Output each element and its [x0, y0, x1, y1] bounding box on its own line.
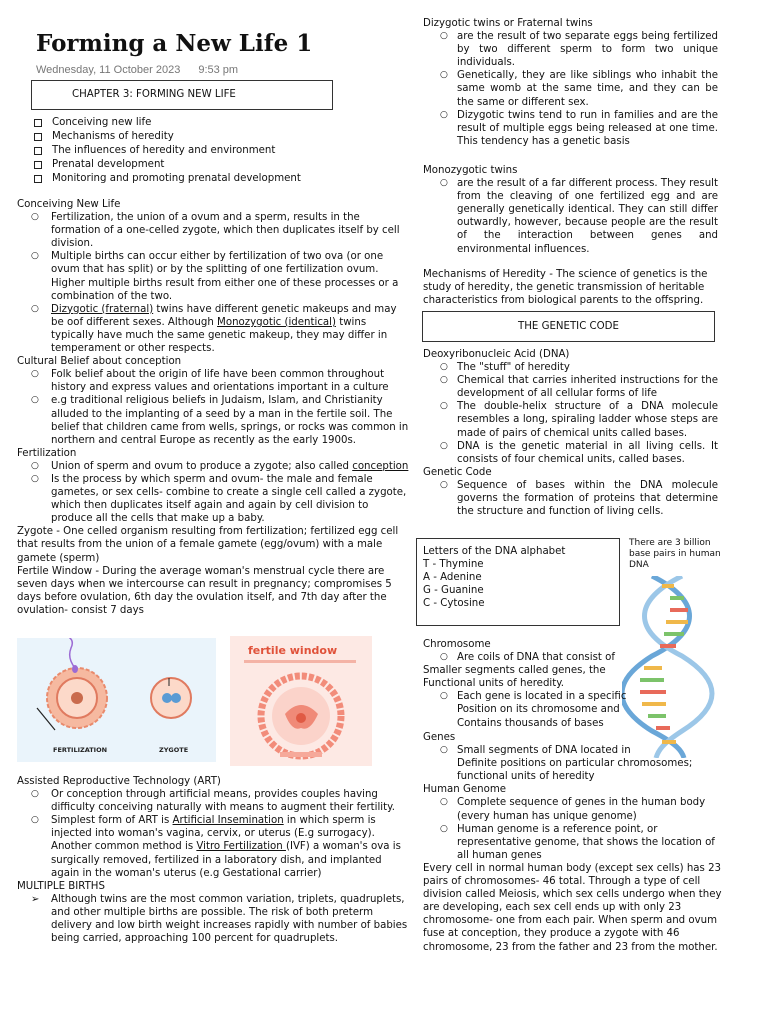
chromosome-section	[423, 638, 633, 730]
fertilization-label: FERTILIZATION	[53, 746, 108, 754]
dizygotic-section	[423, 17, 718, 148]
bullet: ○ Dizygotic twins tend to run in families and are the result of multiple eggs being released at one time. This tendency has a genetic basis	[423, 109, 718, 148]
genes-section	[423, 731, 723, 954]
checklist-item[interactable]: Prenatal development	[34, 158, 301, 172]
checklist-item[interactable]: The influences of heredity and environment	[34, 144, 301, 158]
checkbox-icon[interactable]	[34, 119, 42, 127]
bullet: ○ Or conception through artificial means, provides couples having difficulty conceiving naturally with means to augment their fertility.	[17, 788, 409, 814]
section-heading: Cultural Belief about conception	[17, 356, 182, 368]
text-line: Contains thousands of bases	[457, 717, 604, 729]
bullet: ○ Fertilization, the union of a ovum and a sperm, results in the formation of a one-celled zygote, which then duplicates itself by cell division.	[17, 211, 409, 250]
bullet: ○ Genetically, they are like siblings who inhabit the same womb at the same time, and they can be the same or different sex.	[423, 69, 718, 108]
fertile-window-title: fertile window	[248, 644, 338, 657]
text-line: Definite positions on particular chromosomes;	[457, 758, 693, 770]
fertilization-image	[17, 638, 216, 762]
bullet: ○ e.g traditional religious beliefs in Judaism, Islam, and Christianity alluded to the implanting of a seed by a man in the fertile soil. The belief that children came from wells, springs, or rocks was common in northern and central Europe as recently as the early 1900s.	[17, 394, 409, 446]
section-heading: Genes	[423, 732, 456, 743]
bullet: ○ Complete sequence of genes in the human body (every human has unique genome)	[423, 796, 723, 822]
fertilization-illustration	[17, 638, 216, 762]
checklist-item[interactable]: Conceiving new life	[34, 116, 301, 130]
art-section	[17, 775, 409, 945]
page-timestamp	[36, 64, 238, 77]
bullet: ○ Small segments of DNA located in	[423, 744, 723, 757]
bullet: ○ Are coils of DNA that consist of	[423, 651, 633, 664]
bullet: ○ are the result of a far different process. They result from the cleaving of one fertilized egg and are generally genetically identical. They can still differ outwardly, however, because people are the result of the interaction between genes and environmental influences.	[423, 177, 718, 256]
bullet: ○ are the result of two separate eggs being fertilized by two different sperm to form two unique individuals.	[423, 30, 718, 69]
alphabet-title: Letters of the DNA alphabet	[423, 546, 566, 557]
fertile-window-paragraph: Fertile Window - During the average woman's menstrual cycle there are seven days when we intercourse can result in pregnancy; compromises 5 days before ovulation, 6th day the ovulation itself, and 7th day after the ovulation- consist 7 days	[17, 565, 392, 616]
topic-checklist	[34, 116, 301, 186]
bullet: ○ The double-helix structure of a DNA molecule resembles a long, spiraling ladder whose steps are made of pairs of chemical units called bases.	[423, 400, 718, 439]
checkbox-icon[interactable]	[34, 161, 42, 169]
section-heading: Assisted Reproductive Technology (ART)	[17, 776, 221, 787]
alphabet-item: A - Adenine	[423, 572, 482, 584]
alphabet-item: T - Thymine	[423, 559, 484, 571]
section-heading: Chromosome	[423, 639, 491, 650]
section-heading: Genetic Code	[423, 466, 492, 478]
bullet: ○ Union of sperm and ovum to produce a zygote; also called conception	[17, 460, 409, 473]
text-line: Smaller segments called genes, the	[423, 665, 606, 677]
bullet: ○ The "stuff" of heredity	[423, 361, 718, 374]
bullet: ○ Is the process by which sperm and ovum- the male and female gametes, or sex cells- combine to create a single cell called a zygote, which then duplicates itself again and again by cell division to produce all the cells that make up a baby.	[17, 473, 409, 525]
bullet: ○ Folk belief about the origin of life have been common throughout history and express values and orientations important in a culture	[17, 368, 409, 394]
bullet: ○ Multiple births can occur either by fertilization of two ova (or one ovum that has split) or by the splitting of one fertilization ovum. Higher multiple births result from either one of these processes or a combination of the two.	[17, 250, 409, 302]
alphabet-item: C - Cytosine	[423, 598, 485, 610]
alphabet-item: G - Guanine	[423, 585, 484, 597]
bullet: ○ Dizygotic (fraternal) twins have different genetic makeups and may be oof different sexes. Although Monozygotic (identical) twins typically have much the same genetic makeup, they may differ in temperament or other respects.	[17, 303, 409, 355]
bullet: ○ Simplest form of ART is Artificial Insemination in which sperm is injected into woman's vagina, cervix, or uterus (E.g surrogacy). Another common method is Vitro Fertilization (IVF) a woman's ova is surgically removed, fertilized in a laboratory dish, and implanted again in the woman's uterus (e.g Gestational carrier)	[17, 814, 409, 879]
section-heading: Conceiving New Life	[17, 199, 121, 210]
zygote-label: ZYGOTE	[159, 746, 189, 754]
section-heading: Human Genome	[423, 784, 507, 796]
checkbox-icon[interactable]	[34, 175, 42, 183]
dna-note: There are 3 billion base pairs in human DNA	[629, 538, 721, 570]
dna-alphabet-box	[416, 538, 620, 626]
conceiving-section	[17, 198, 409, 617]
monozygotic-section	[423, 164, 718, 256]
section-heading: Dizygotic twins or Fraternal twins	[423, 18, 593, 29]
bullet: ○ Sequence of bases within the DNA molecule governs the formation of proteins that determine the structure and function of living cells.	[423, 479, 718, 518]
checkbox-icon[interactable]	[34, 147, 42, 155]
page-date: Wednesday, 11 October 2023	[36, 64, 181, 76]
fertile-window-image	[230, 636, 372, 766]
cell-paragraph: Every cell in normal human body (except sex cells) has 23 pairs of chromosomes- 46 total. Through a type of cell division called Meiosis, which sex cells undergo when they are developing, each sex cell ends up with only 23 chromosome- one from each pair. When sperm and ovum fuse at conception, they produce a zygote with 46 chromosome, 23 from the father and 23 from the mother.	[423, 862, 722, 953]
bullet: ○ Chemical that carries inherited instructions for the development of all cellular forms of life	[423, 374, 718, 400]
checkbox-icon[interactable]	[34, 133, 42, 141]
genetic-code-box: THE GENETIC CODE	[422, 311, 715, 342]
bullet: ○ Human genome is a reference point, or representative genome, that shows the location of all human genes	[423, 823, 723, 862]
zygote-paragraph: Zygote - One celled organism resulting from fertilization; fertilized egg cell that results from the union of a female gamete (egg/ovum) with a male gamete (sperm)	[17, 526, 399, 564]
chapter-box: CHAPTER 3: FORMING NEW LIFE	[31, 80, 333, 110]
section-heading: Fertilization	[17, 447, 77, 459]
page-time: 9:53 pm	[198, 64, 239, 76]
dna-section	[423, 348, 718, 518]
fertile-window-illustration	[230, 636, 372, 766]
mechanisms-paragraph: Mechanisms of Heredity - The science of genetics is the study of heredity, the genetic transmission of heritable characteristics from biological parents to the offspring.	[423, 269, 708, 307]
section-heading: Deoxyribonucleic Acid (DNA)	[423, 349, 570, 360]
bullet: ○ Each gene is located in a specific	[423, 690, 633, 703]
checklist-item[interactable]: Monitoring and promoting prenatal development	[34, 172, 301, 186]
text-line: functional units of heredity	[457, 771, 595, 783]
bullet: ○ DNA is the genetic material in all living cells. It consists of four chemical units, called bases.	[423, 440, 718, 466]
page-title: Forming a New Life 1	[36, 30, 313, 57]
bullet: ➢ Although twins are the most common variation, triplets, quadruplets, and other multiple births are possible. The risk of both preterm delivery and low birth weight increases rapidly with number of babies being carried, approaching 100 percent for quadruplets.	[17, 893, 409, 945]
section-heading: Monozygotic twins	[423, 165, 518, 176]
section-heading: MULTIPLE BIRTHS	[17, 880, 105, 892]
text-line: Functional units of heredity.	[423, 678, 565, 690]
text-line: Position on its chromosome and	[457, 704, 620, 716]
checklist-item[interactable]: Mechanisms of heredity	[34, 130, 301, 144]
